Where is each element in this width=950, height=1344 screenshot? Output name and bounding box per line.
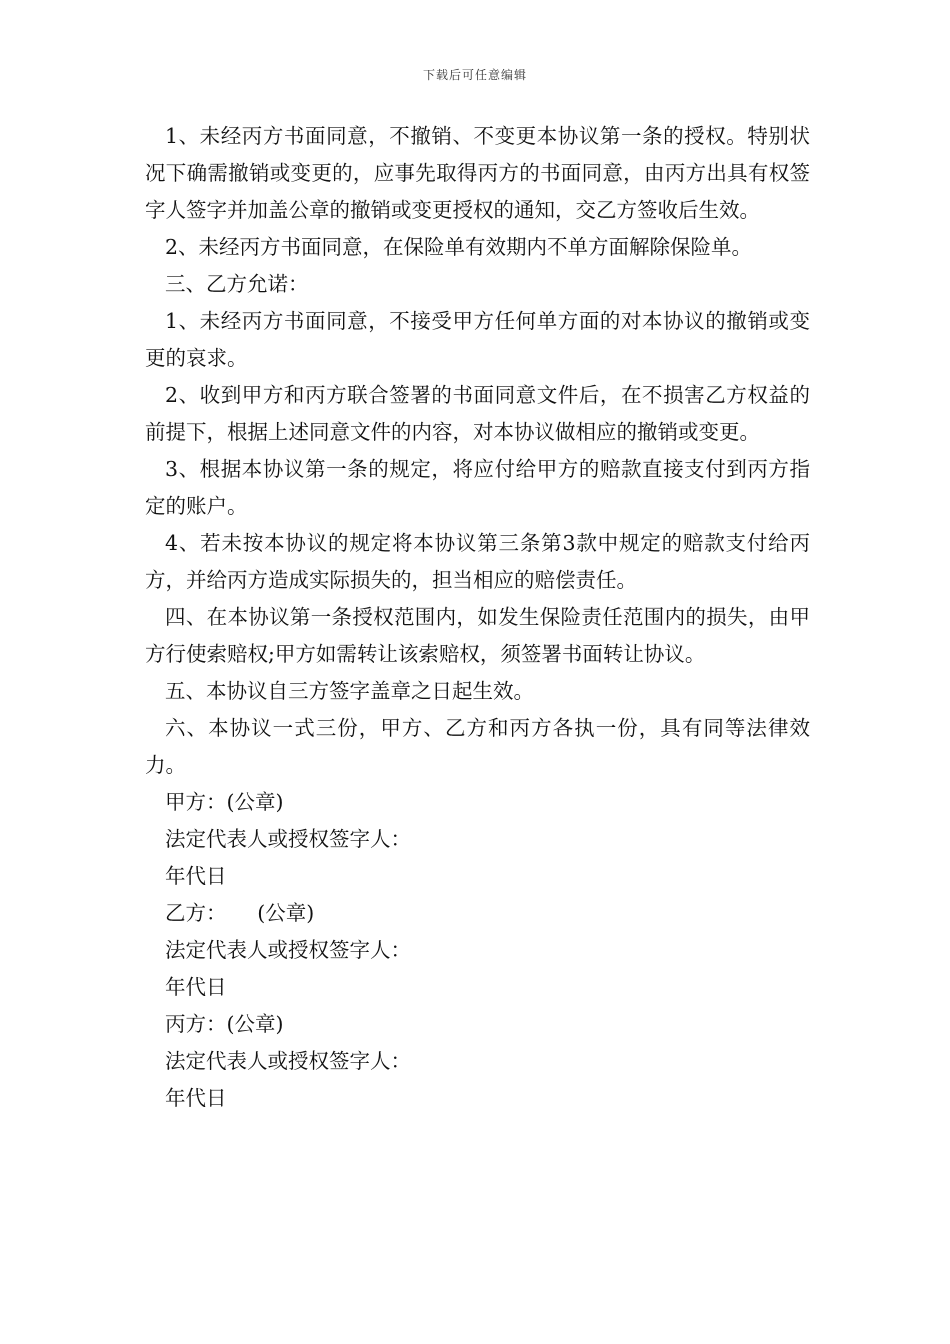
paragraph: 四、在本协议第一条授权范围内，如发生保险责任范围内的损失，由甲方行使索赔权;甲方如需转让该索赔权，须签署书面转让协议。 <box>145 605 810 666</box>
paragraph: 六、本协议一式三份，甲方、乙方和丙方各执一份，具有同等法律效力。 <box>145 716 810 777</box>
paragraph: 1、未经丙方书面同意，不接受甲方任何单方面的对本协议的撤销或变更的哀求。 <box>145 309 810 370</box>
signature-representative: 法定代表人或授权签字人： <box>165 1049 411 1073</box>
document-body <box>145 118 810 1117</box>
section-heading: 三、乙方允诺： <box>165 272 309 296</box>
signature-representative: 法定代表人或授权签字人： <box>165 938 411 962</box>
paragraph: 4、若未按本协议的规定将本协议第三条第3款中规定的赔款支付给丙方，并给丙方造成实际损失的，担当相应的赔偿责任。 <box>145 531 810 592</box>
signature-party-c: 丙方：(公章) <box>165 1012 284 1036</box>
paragraph: 1、未经丙方书面同意，不撤销、不变更本协议第一条的授权。特别状况下确需撤销或变更的，应事先取得丙方的书面同意，由丙方出具有权签字人签字并加盖公章的撤销或变更授权的通知，交乙方签收后生效。 <box>145 124 810 222</box>
signature-date: 年代日 <box>165 864 227 888</box>
paragraph: 2、未经丙方书面同意，在保险单有效期内不单方面解除保险单。 <box>165 235 753 259</box>
signature-representative: 法定代表人或授权签字人： <box>165 827 411 851</box>
signature-party-b: 乙方： (公章) <box>165 901 315 925</box>
paragraph: 五、本协议自三方签字盖章之日起生效。 <box>165 679 534 703</box>
paragraph: 3、根据本协议第一条的规定，将应付给甲方的赔款直接支付到丙方指定的账户。 <box>145 457 810 518</box>
page-header: 下载后可任意编辑 <box>422 68 527 82</box>
paragraph: 2、收到甲方和丙方联合签署的书面同意文件后，在不损害乙方权益的前提下，根据上述同意文件的内容，对本协议做相应的撤销或变更。 <box>145 383 810 444</box>
signature-date: 年代日 <box>165 1086 227 1110</box>
signature-party-a: 甲方：(公章) <box>165 790 284 814</box>
signature-date: 年代日 <box>165 975 227 999</box>
